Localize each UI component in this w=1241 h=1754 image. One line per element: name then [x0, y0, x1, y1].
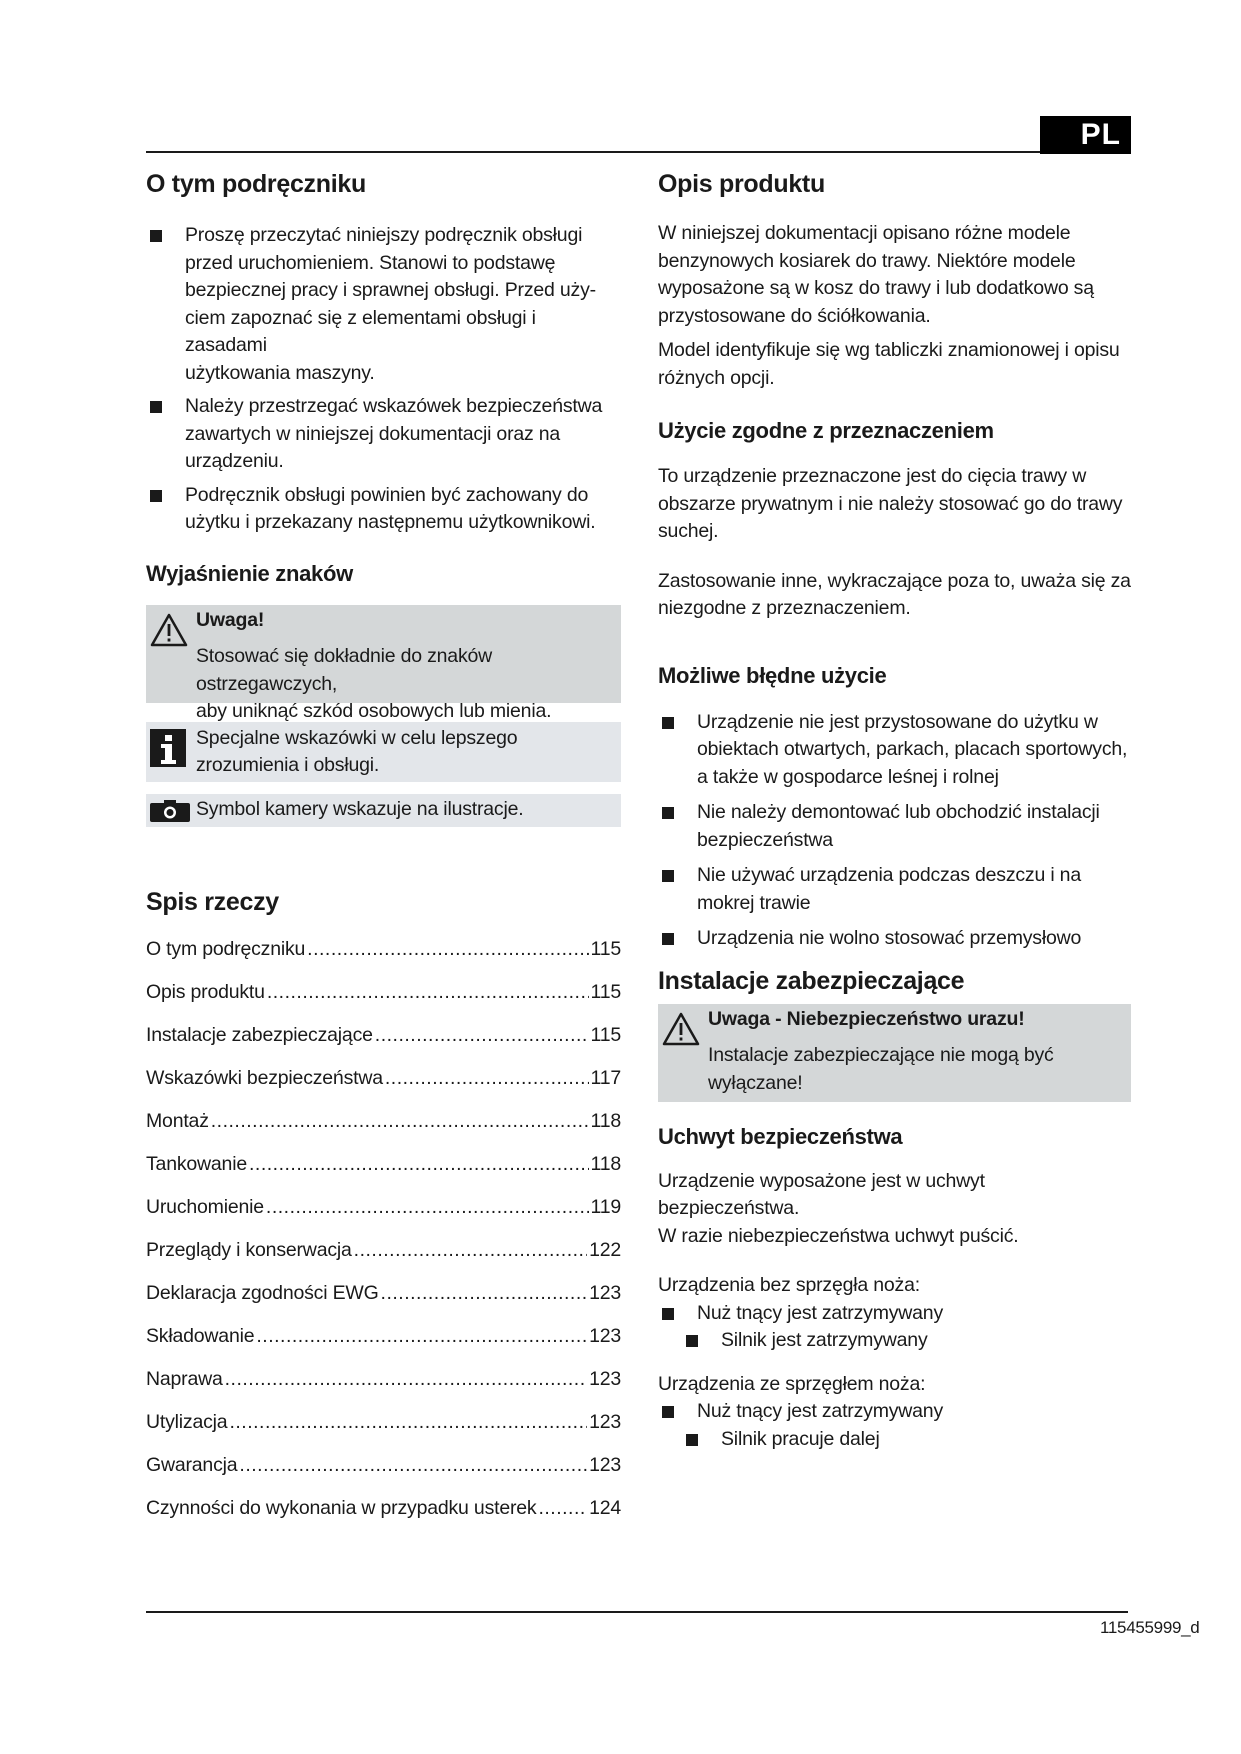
- camera-note-box: [146, 794, 621, 827]
- list-item: Urządzenie nie jest przystosowane do użytku w obiektach otwartych, parkach, placach sportowych, a także w gospodarce leśnej i rolnej: [658, 709, 1131, 792]
- toc-entry[interactable]: Uruchomienie ..... 119: [146, 1178, 621, 1221]
- header-rule: [146, 151, 1128, 153]
- list-item: Nuż tnący jest zatrzymywany: [658, 1300, 1131, 1328]
- warning-title: Uwaga - Niebezpieczeństwo urazu!: [708, 1007, 1025, 1030]
- list-item: Silnik pracuje dalej: [658, 1426, 1131, 1454]
- model-identification-paragraph: Model identyfikuje się wg tabliczki znamionowej i opisu różnych opcji.: [658, 339, 1120, 389]
- bullet-square-icon: [686, 1335, 698, 1347]
- warning-box: [146, 605, 621, 722]
- safety-handle-paragraph: Urządzenie wyposażone jest w uchwyt bezpieczeństwa. W razie niebezpieczeństwa uchwyt puścić.: [658, 1169, 1019, 1247]
- document-id: 115455999_d: [1100, 1618, 1200, 1637]
- toc-title: Spis rzeczy: [146, 887, 279, 916]
- right-column: [658, 168, 1131, 1453]
- toc-entry[interactable]: Przeglądy i konserwacja ..... 122: [146, 1221, 621, 1264]
- camera-note-text: Symbol kamery wskazuje na ilustracje.: [196, 797, 524, 820]
- injury-warning-box: [658, 1004, 1131, 1102]
- info-line: Specjalne wskazówki w celu lepszego: [196, 726, 518, 749]
- warning-triangle-icon: [150, 613, 188, 652]
- toc-entry[interactable]: Tankowanie ..... 118: [146, 1135, 621, 1178]
- bullet-square-icon: [662, 807, 674, 819]
- bullet-square-icon: [686, 1434, 698, 1446]
- bullet-square-icon: [662, 717, 674, 729]
- list-item: Urządzenia nie wolno stosować przemysłowo: [658, 925, 1131, 953]
- bullet-square-icon: [662, 1308, 674, 1320]
- toc-entry[interactable]: Naprawa ..... 123: [146, 1350, 621, 1393]
- list-item: Podręcznik obsługi powinien być zachowany do użytku i przekazany następnemu użytkownikowi.: [146, 482, 621, 537]
- toc-entry[interactable]: Opis produktu ..... 115: [146, 963, 621, 1006]
- toc-entry[interactable]: O tym podręczniku ..... 115: [146, 920, 621, 963]
- info-line: zrozumienia i obsługi.: [196, 754, 380, 776]
- toc-list: [146, 920, 621, 1522]
- misuse-title: Możliwe błędne użycie: [658, 662, 887, 688]
- toc-entry[interactable]: Utylizacja ..... 123: [146, 1393, 621, 1436]
- list-item: Proszę przeczytać niniejszy podręcznik obsługi przed uruchomieniem. Stanowi to podstawę bezpiecznej pracy i sprawnej obsługi. Przed uży- ciem zapoznać się z elementami obsługi i zasadami użytkowania maszyny.: [146, 222, 621, 387]
- list-item: Silnik jest zatrzymywany: [658, 1327, 1131, 1355]
- toc-entry[interactable]: Czynności do wykonania w przypadku usterek ..... 124: [146, 1479, 621, 1522]
- list-item: Nie należy demontować lub obchodzić instalacji bezpieczeństwa: [658, 799, 1131, 854]
- intended-use-title: Użycie zgodne z przeznaczeniem: [658, 418, 994, 443]
- about-manual-list: [146, 222, 621, 537]
- language-badge: PL: [1040, 116, 1131, 154]
- product-description-title: Opis produktu: [658, 170, 825, 198]
- safety-handle-title: Uchwyt bezpieczeństwa: [658, 1123, 903, 1149]
- warning-line: Stosować się dokładnie do znaków ostrzegawczych,: [196, 645, 493, 695]
- clutch-sublist: [658, 1426, 1131, 1454]
- warning-line: wyłączane!: [708, 1071, 803, 1094]
- bullet-square-icon: [662, 1406, 674, 1418]
- no-clutch-sublist: [658, 1327, 1131, 1355]
- warning-line: Instalacje zabezpieczające nie mogą być: [708, 1044, 1054, 1066]
- toc-entry[interactable]: Wskazówki bezpieczeństwa ..... 117: [146, 1049, 621, 1092]
- toc-entry[interactable]: Montaż ..... 118: [146, 1092, 621, 1135]
- bullet-square-icon: [662, 933, 674, 945]
- camera-icon: [150, 800, 190, 827]
- toc-entry[interactable]: Deklaracja zgodności EWG ..... 123: [146, 1264, 621, 1307]
- other-use-paragraph: Zastosowanie inne, wykraczające poza to, uważa się za niezgodne z przeznaczeniem.: [658, 569, 1131, 619]
- safety-devices-title: Instalacje zabezpieczające: [658, 966, 965, 995]
- warning-triangle-icon: [662, 1012, 700, 1051]
- bullet-square-icon: [150, 230, 162, 242]
- bullet-square-icon: [150, 490, 162, 502]
- info-box: [146, 722, 621, 782]
- product-description-paragraph: W niniejszej dokumentacji opisano różne modele benzynowych kosiarek do trawy. Niektóre modele wyposażone są w kosz do trawy i lub dodatkowo są przystosowane do ściółkowania.: [658, 222, 1094, 327]
- warning-line: aby uniknąć szkód osobowych lub mienia.: [196, 700, 552, 722]
- info-icon: [150, 729, 186, 772]
- toc-entry[interactable]: Gwarancja ..... 123: [146, 1436, 621, 1479]
- bullet-square-icon: [662, 870, 674, 882]
- footer-rule: [146, 1611, 1128, 1613]
- about-manual-title: O tym podręczniku: [146, 170, 366, 198]
- no-clutch-label: Urządzenia bez sprzęgła noża:: [658, 1274, 920, 1296]
- list-item: Nie używać urządzenia podczas deszczu i na mokrej trawie: [658, 862, 1131, 917]
- signs-title: Wyjaśnienie znaków: [146, 560, 353, 586]
- bullet-square-icon: [150, 401, 162, 413]
- left-column: [146, 168, 621, 1522]
- intended-use-paragraph: To urządzenie przeznaczone jest do cięcia trawy w obszarze prywatnym i nie należy stosować go do trawy suchej.: [658, 465, 1123, 542]
- toc-entry[interactable]: Składowanie ..... 123: [146, 1307, 621, 1350]
- clutch-list: [658, 1398, 1131, 1426]
- warning-title: Uwaga!: [196, 608, 265, 631]
- toc-entry[interactable]: Instalacje zabezpieczające ..... 115: [146, 1006, 621, 1049]
- misuse-list: [658, 709, 1131, 953]
- no-clutch-list: [658, 1300, 1131, 1328]
- list-item: Należy przestrzegać wskazówek bezpieczeństwa zawartych w niniejszej dokumentacji oraz na urządzeniu.: [146, 393, 621, 476]
- list-item: Nuż tnący jest zatrzymywany: [658, 1398, 1131, 1426]
- clutch-label: Urządzenia ze sprzęgłem noża:: [658, 1372, 926, 1395]
